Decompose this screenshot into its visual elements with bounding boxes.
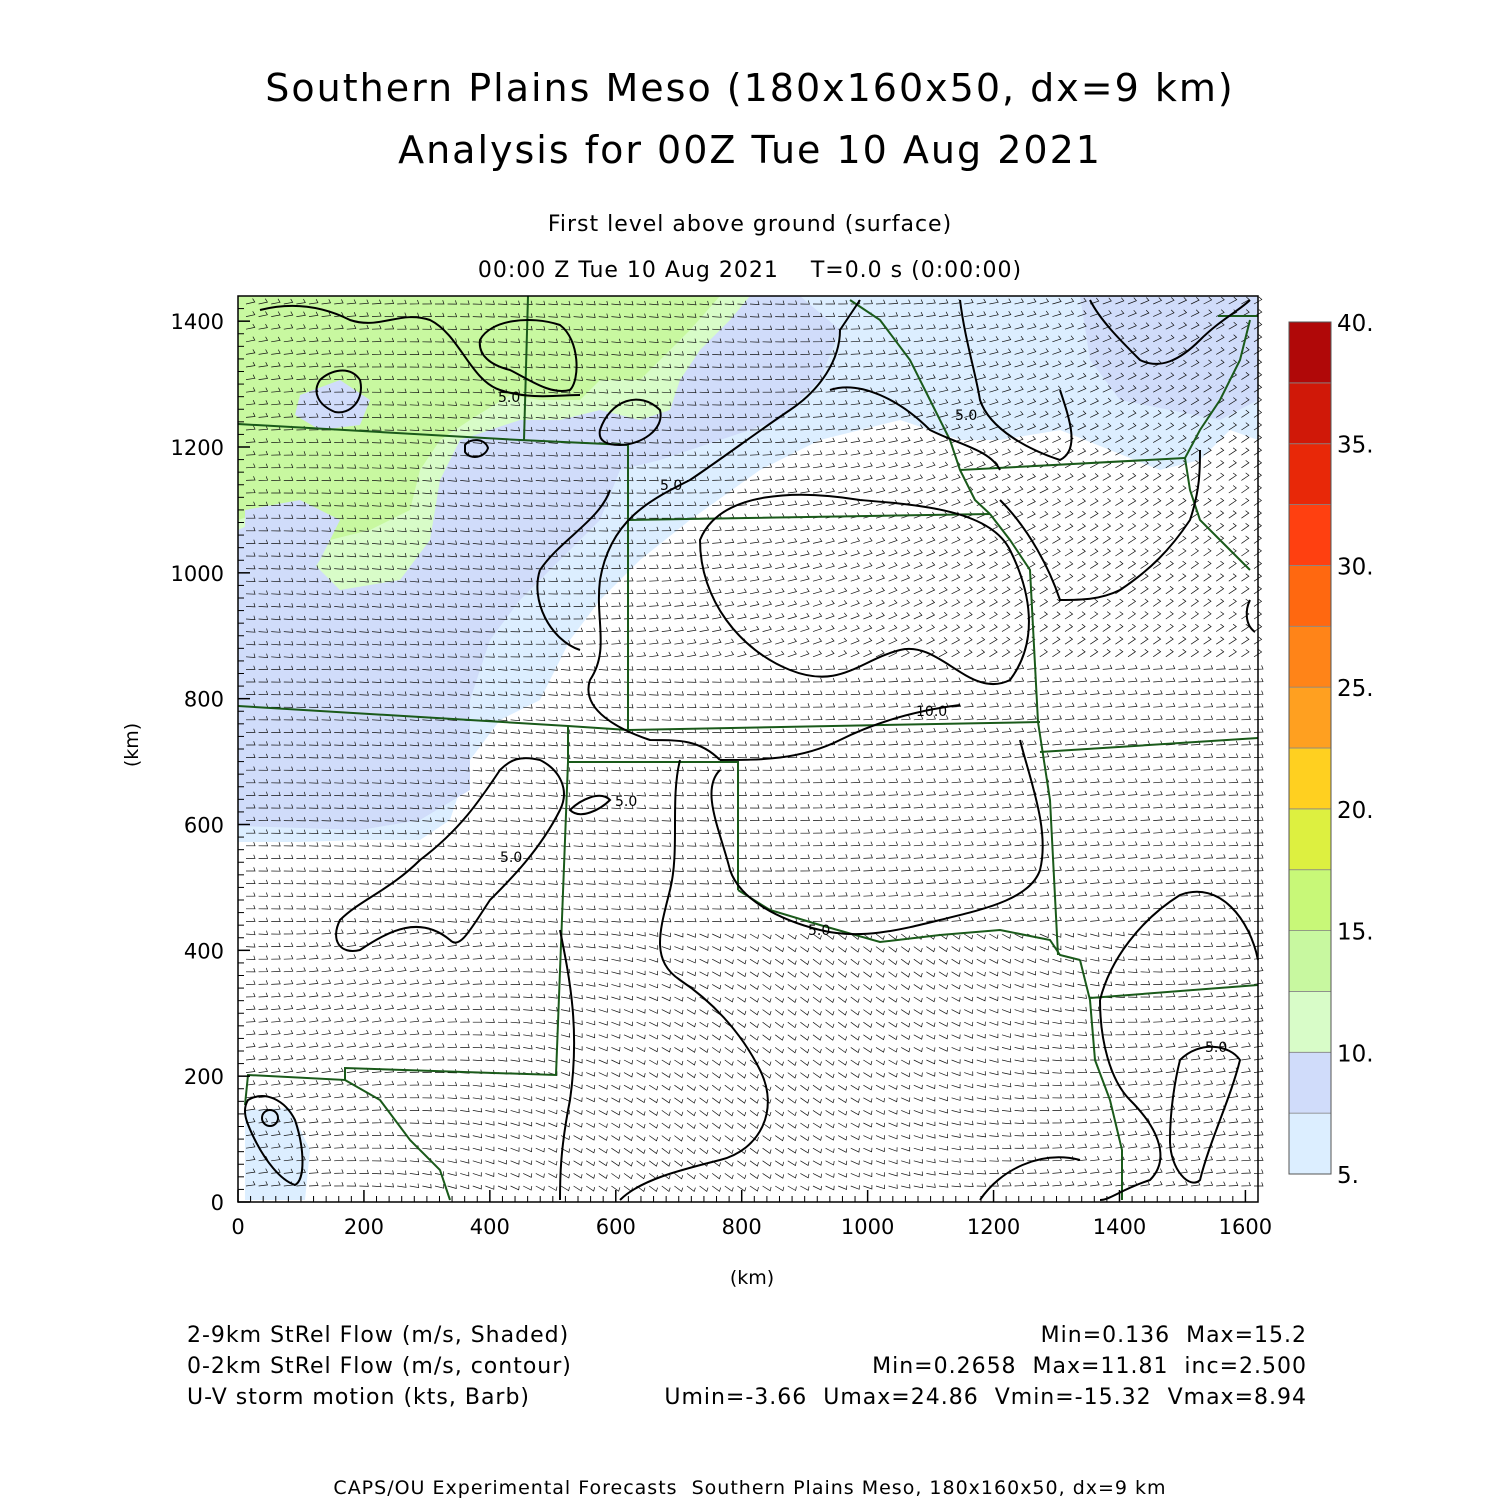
colorbar-swatch (1289, 931, 1331, 992)
y-tick-label: 200 (183, 1065, 224, 1090)
contour-label: 5.0 (498, 390, 521, 406)
x-axis-ticks (231, 1190, 1272, 1239)
border-ks-ok (628, 722, 1040, 730)
colorbar-swatch (1289, 1113, 1331, 1174)
contour-line (560, 930, 574, 1200)
contour-label: 5.0 (808, 923, 831, 939)
x-tick-label: 200 (343, 1215, 384, 1239)
colorbar-swatch (1289, 505, 1331, 566)
contour-line (711, 740, 1042, 934)
legend-contour-stats: Min=0.2658 Max=11.81 inc=2.500 (872, 1354, 1307, 1379)
colorbar-label: 20. (1337, 797, 1374, 824)
legend-barb-stats: Umin=-3.66 Umax=24.86 Vmin=-15.32 Vmax=8.94 (664, 1385, 1307, 1410)
colorbar-label: 30. (1337, 554, 1374, 581)
contour-line (980, 1157, 1080, 1200)
x-tick-label: 1000 (840, 1215, 895, 1239)
y-tick-label: 1200 (170, 436, 224, 460)
y-tick-label: 400 (183, 939, 224, 964)
x-tick-label: 400 (469, 1215, 510, 1239)
colorbar-swatch (1289, 870, 1331, 931)
colorbar-swatch (1289, 1052, 1331, 1113)
colorbar-label: 35. (1337, 432, 1374, 459)
level-subtitle: First level above ground (surface) (547, 212, 953, 237)
contour-label: 5.0 (615, 794, 638, 810)
contour-line (700, 495, 1029, 684)
colorbar-swatch (1289, 383, 1331, 444)
x-tick-label: 1400 (1092, 1215, 1147, 1239)
colorbar-swatch (1289, 626, 1331, 687)
valid-time-subtitle: 00:00 Z Tue 10 Aug 2021 T=0.0 s (0:00:00) (477, 258, 1023, 283)
x-tick-label: 1600 (1218, 1215, 1273, 1239)
map-title: Southern Plains Meso (180x160x50, dx=9 km) (265, 66, 1235, 110)
y-tick-label: 0 (210, 1191, 224, 1215)
colorbar-label: 15. (1337, 919, 1374, 946)
contour-label: 10.0 (916, 704, 948, 720)
border-mo-ar (1040, 738, 1258, 752)
contour-label: 5.0 (955, 408, 978, 424)
legend-barb-label: U-V storm motion (kts, Barb) (187, 1385, 531, 1410)
legend-shaded-label: 2-9km StRel Flow (m/s, Shaded) (187, 1323, 570, 1348)
footer-credit: CAPS/OU Experimental Forecasts Southern Plains Meso, 180x160x50, dx=9 km (333, 1477, 1167, 1499)
border-ar-la (1090, 985, 1258, 998)
contour-line (620, 760, 768, 1200)
x-tick-label: 800 (721, 1215, 762, 1239)
colorbar-swatch (1289, 322, 1331, 383)
contour-line (570, 796, 610, 814)
colorbar-label: 40. (1337, 311, 1374, 337)
colorbar-swatch (1289, 444, 1331, 505)
colorbar-swatch (1289, 991, 1331, 1052)
colorbar-label: 5. (1337, 1163, 1359, 1189)
legend-shaded-stats: Min=0.136 Max=15.2 (1040, 1323, 1307, 1348)
colorbar-label: 10. (1337, 1041, 1374, 1068)
x-tick-label: 600 (595, 1215, 636, 1239)
x-tick-label: 1200 (966, 1215, 1021, 1239)
colorbar-swatch (1289, 565, 1331, 626)
colorbar-label: 25. (1337, 676, 1374, 703)
y-tick-label: 1400 (170, 310, 224, 335)
contour-label: 5.0 (500, 850, 523, 866)
x-tick-label: 0 (231, 1215, 245, 1239)
colorbar (1289, 311, 1374, 1189)
y-tick-label: 1000 (170, 561, 224, 586)
y-tick-label: 600 (183, 813, 224, 838)
contour-label: 5.0 (660, 478, 683, 494)
legend-contour-label: 0-2km StRel Flow (m/s, contour) (187, 1354, 572, 1379)
map-title-analysis-time: Analysis for 00Z Tue 10 Aug 2021 (398, 128, 1102, 172)
contour-label: 5.0 (1205, 1040, 1228, 1056)
colorbar-swatch (1289, 687, 1331, 748)
y-tick-label: 800 (183, 687, 224, 712)
contour-line (1170, 1047, 1240, 1183)
colorbar-swatch (1289, 748, 1331, 809)
colorbar-swatch (1289, 809, 1331, 870)
x-axis-label: (km) (729, 1267, 775, 1289)
y-axis-label: (km) (121, 722, 143, 768)
